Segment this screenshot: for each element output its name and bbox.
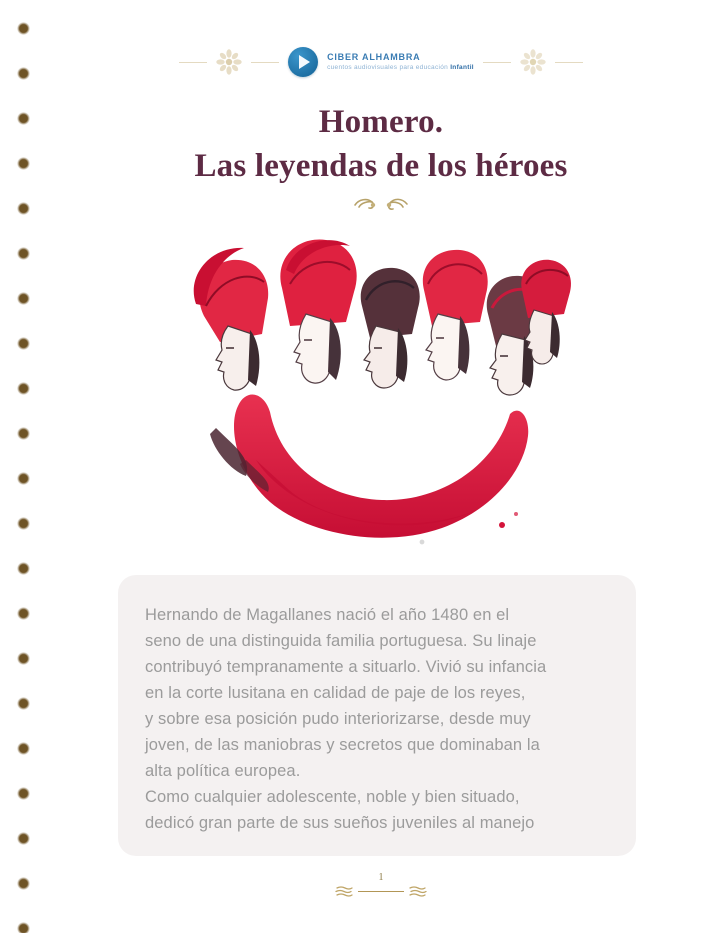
article-line: Hernando de Magallanes nació el año 1480 en el (145, 606, 510, 624)
header-divider-line (483, 62, 511, 63)
page-footer (42, 872, 720, 897)
footer-rule-line (358, 891, 404, 892)
title-line-1: Homero. (318, 104, 444, 140)
article-line: y sobre esa posición pudo interiorizarse, desde muy (145, 710, 531, 728)
logo-tagline-highlight: Infantil (450, 63, 474, 71)
title-line-2: Las leyendas de los héroes (194, 148, 568, 184)
article-line: joven, de las maniobras y secretos que dominaban la (145, 736, 540, 754)
article-line: Como cualquier adolescente, noble y bien situado, (145, 788, 520, 806)
article-line: seno de una distinguida familia portuguesa. Su linaje (145, 632, 537, 650)
page-title (42, 100, 720, 188)
rosette-ornament-icon (216, 49, 242, 75)
frame-dot-pattern (13, 0, 34, 933)
logo-text-block (327, 52, 474, 71)
header-divider-line (179, 62, 207, 63)
header (42, 42, 720, 82)
play-logo-icon (288, 47, 318, 77)
footer-scroll-ornament-icon (409, 885, 427, 897)
header-divider-line (251, 62, 279, 63)
article-text-card (118, 575, 636, 856)
page (42, 0, 720, 933)
article-line: en la corte lusitana en calidad de paje de los reyes, (145, 684, 526, 702)
header-divider-line (555, 62, 583, 63)
title-flourish (42, 192, 720, 219)
article-line: dedicó gran parte de sus sueños juveniles al manejo (145, 814, 535, 832)
rosette-ornament-icon (520, 49, 546, 75)
gilded-frame-border (0, 0, 42, 933)
article-line: contribuyó tempranamente a situarlo. Vivió su infancia (145, 658, 547, 676)
scroll-flourish-icon (349, 192, 413, 214)
greek-hero-heads-illustration (186, 230, 576, 560)
article-line: alta política europea. (145, 762, 301, 780)
page-number: 1 (378, 872, 384, 883)
logo-tagline: cuentos audiovisuales para educación Infantil (327, 63, 474, 71)
play-triangle-icon (299, 55, 310, 69)
footer-scroll-ornament-icon (335, 885, 353, 897)
footer-ornament-row (335, 885, 427, 897)
logo-title: CIBER ALHAMBRA (327, 52, 421, 63)
